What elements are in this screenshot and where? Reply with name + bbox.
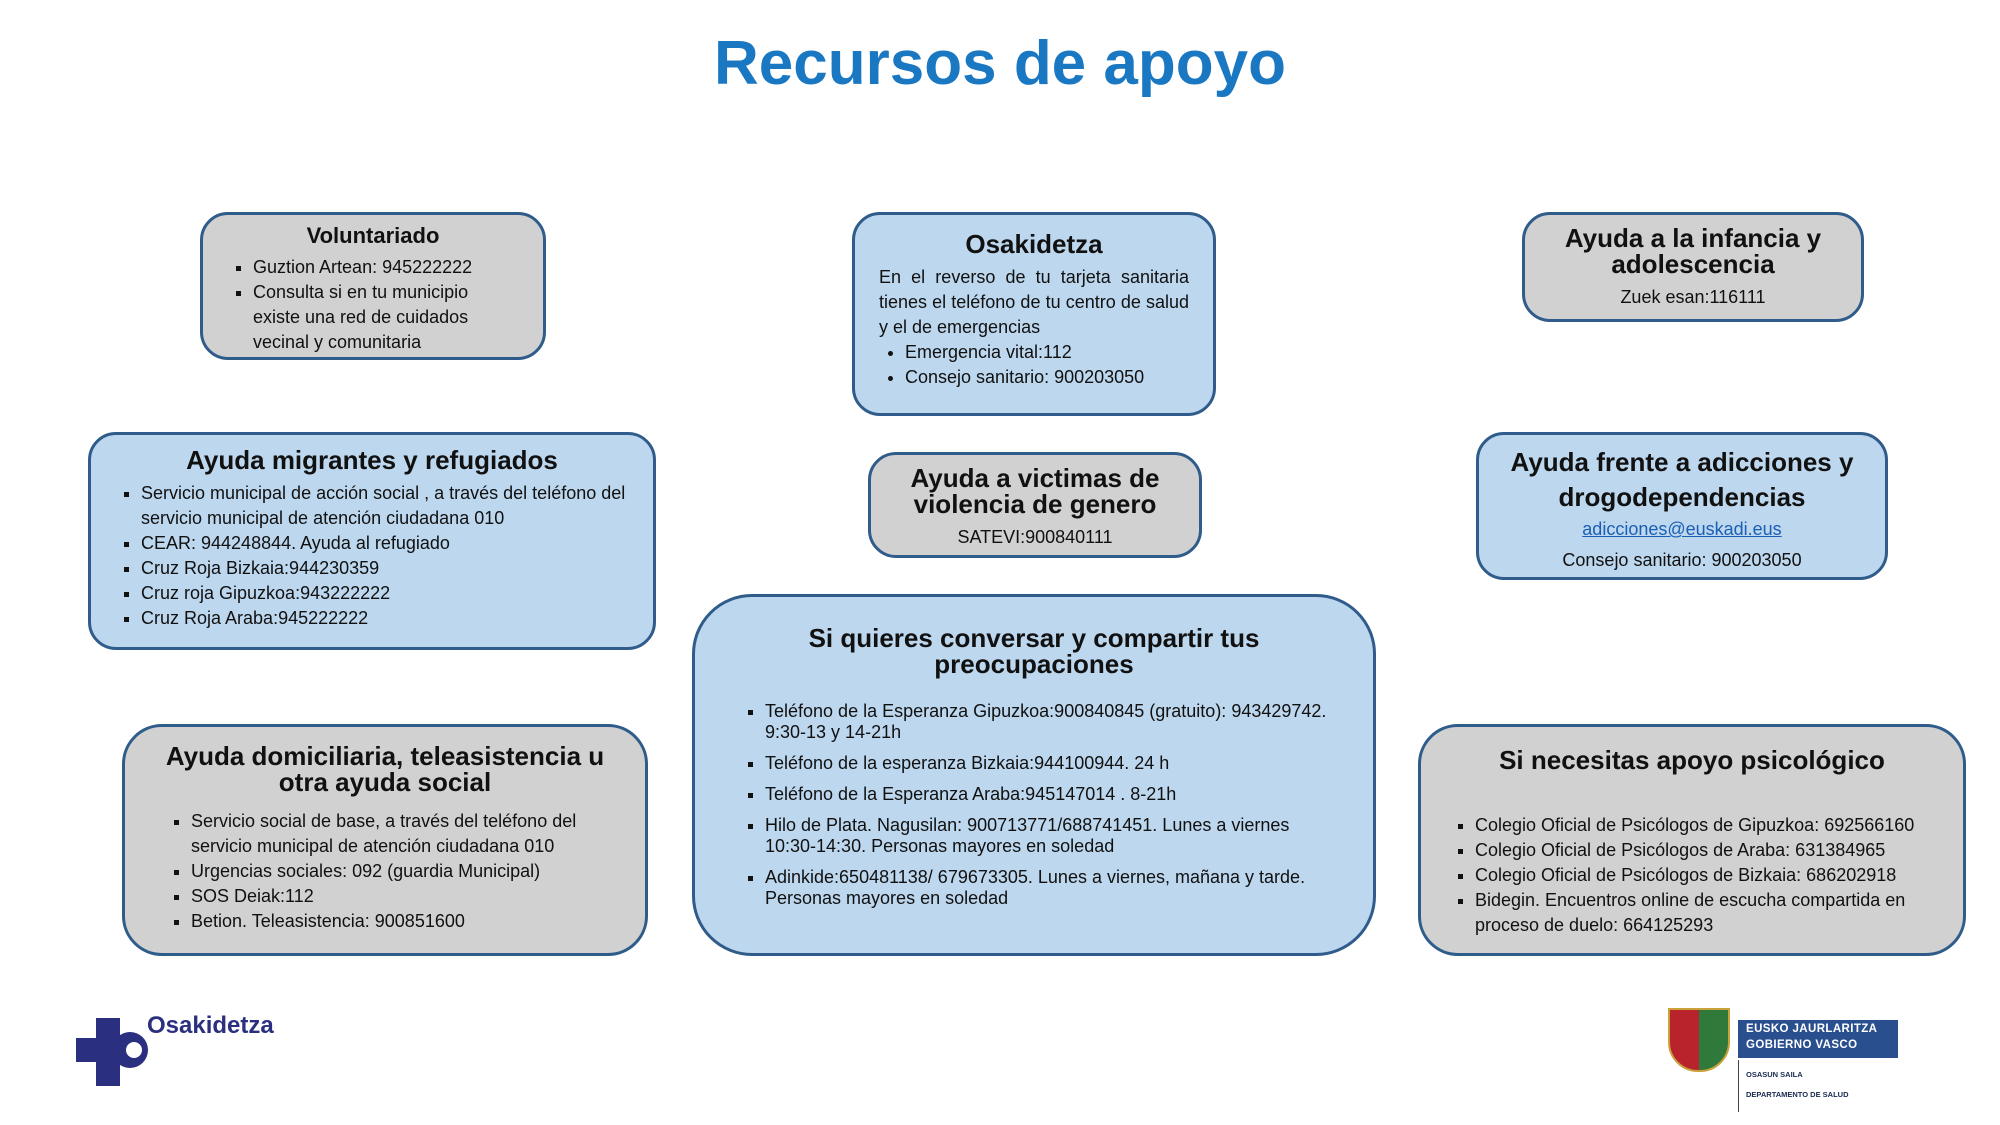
card-voluntariado [200,212,546,360]
card-text: Zuek esan:116111 [1620,287,1766,307]
list-item: ▪ Consulta si en tu municipio existe una red de cuidados vecinal y comunitaria [253,280,519,355]
logo-sub-2: DEPARTAMENTO DE SALUD [1746,1090,1849,1099]
osakidetza-logo-text: Osakidetza [147,1012,274,1039]
card-title: Si necesitas apoyo psicológico [1499,745,1885,775]
card-text: SATEVI:900840111 [957,527,1113,547]
list [1449,813,1935,938]
list-item: ▪ Adinkide:650481138/ 679673305. Lunes a viernes, mañana y tarde. Personas mayores en soledad [765,867,1329,909]
list-item: ▪ Servicio municipal de acción social , a través del teléfono del servicio municipal de atención ciudadana 010 [141,481,629,531]
card-infancia [1522,212,1864,322]
list-item: ▪ Teléfono de la Esperanza Araba:945147014 . 8-21h [765,784,1329,805]
card-title: Voluntariado [306,223,440,248]
card-title: Ayuda a la infancia y adolescencia [1564,223,1822,279]
card-title: Si quieres conversar y compartir tus preocupaciones [808,623,1260,679]
card-intro: En el reverso de tu tarjeta sanitaria tienes el teléfono de tu centro de salud y el de emergencias [879,267,1189,337]
list-item: ▪ Colegio Oficial de Psicólogos de Bizkaia: 686202918 [1475,863,1935,888]
logo-divider [1738,1060,1739,1112]
card-title: Ayuda migrantes y refugiados [186,445,558,475]
list [879,340,1189,390]
card-violencia [868,452,1202,558]
list [739,701,1329,909]
email-link[interactable]: adicciones@euskadi.eus [1582,519,1782,540]
coat-of-arms-icon [1668,1008,1730,1072]
list-item: ▪ CEAR: 944248844. Ayuda al refugiado [141,531,629,556]
card-conversar [692,594,1376,956]
gobierno-vasco-logo [1668,1008,1898,1114]
list-item: ▪ Servicio social de base, a través del teléfono del servicio municipal de atención ciudadana 010 [191,809,605,859]
card-adicciones [1476,432,1888,580]
list-item: ▪ Betion. Teleasistencia: 900851600 [191,909,605,934]
email-line [1503,517,1861,542]
list-item: • Consejo sanitario: 900203050 [905,365,1189,390]
page-title: Recursos de apoyo [714,29,1286,98]
list-item: ▪ Urgencias sociales: 092 (guardia Municipal) [191,859,605,884]
list [227,255,519,355]
list-item: ▪ Colegio Oficial de Psicólogos de Araba: 631384965 [1475,838,1935,863]
card-migrantes [88,432,656,650]
card-domiciliaria [122,724,648,956]
list-item: ▪ Cruz Roja Bizkaia:944230359 [141,556,629,581]
list [165,809,605,934]
list [115,481,629,631]
logo-sub-1: OSASUN SAILA [1746,1070,1803,1079]
card-title: Osakidetza [965,229,1103,259]
list-item: ▪ Guztion Artean: 945222222 [253,255,519,280]
list-item: • Emergencia vital:112 [905,340,1189,365]
logo-line-2: GOBIERNO VASCO [1746,1039,1858,1051]
list-item: ▪ Cruz Roja Araba:945222222 [141,606,629,631]
card-title: Ayuda domiciliaria, teleasistencia u otra ayuda social [165,741,605,797]
logo-line-1: EUSKO JAURLARITZA [1746,1023,1878,1035]
card-title: Ayuda a victimas de violencia de genero [910,463,1160,519]
list-item: ▪ Cruz roja Gipuzkoa:943222222 [141,581,629,606]
card-psicologico [1418,724,1966,956]
list-item: ▪ Colegio Oficial de Psicólogos de Gipuzkoa: 692566160 [1475,813,1935,838]
card-osakidetza [852,212,1216,416]
card-text: Consejo sanitario: 900203050 [1562,550,1802,571]
list-item: ▪ Hilo de Plata. Nagusilan: 900713771/688741451. Lunes a viernes 10:30-14:30. Personas mayores en soledad [765,815,1329,857]
list-item: ▪ Teléfono de la Esperanza Gipuzkoa:900840845 (gratuito): 943429742. 9:30-13 y 14-21h [765,701,1329,743]
card-title: Ayuda frente a adicciones y drogodependencias [1510,447,1854,513]
list-item: ▪ Bidegin. Encuentros online de escucha compartida en proceso de duelo: 664125293 [1475,888,1935,938]
list-item: ▪ SOS Deiak:112 [191,884,605,909]
list-item: ▪ Teléfono de la esperanza Bizkaia:944100944. 24 h [765,753,1329,774]
